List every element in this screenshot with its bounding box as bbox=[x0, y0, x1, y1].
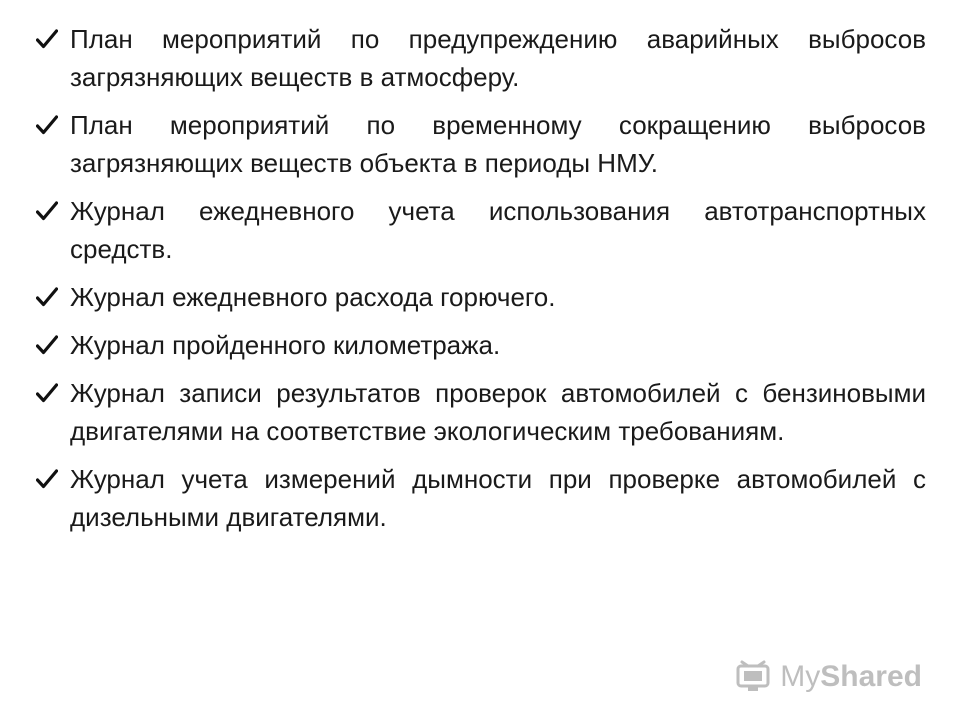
list-item-text: Журнал ежедневного учета использования автотранспортных средств. bbox=[70, 196, 926, 264]
list-item-text: Журнал пройденного километража. bbox=[70, 330, 501, 360]
check-icon bbox=[36, 374, 70, 412]
check-icon bbox=[36, 106, 70, 144]
list-item-text: Журнал записи результатов проверок автомобилей с бензиновыми двигателями на соответствие экологическим требованиям. bbox=[70, 378, 926, 446]
check-icon bbox=[36, 278, 70, 316]
watermark-text bbox=[780, 660, 922, 694]
check-icon bbox=[36, 326, 70, 364]
mysharred-watermark[interactable] bbox=[734, 660, 922, 694]
list-item bbox=[36, 20, 926, 96]
list-item bbox=[36, 192, 926, 268]
check-icon bbox=[36, 192, 70, 230]
check-icon bbox=[36, 20, 70, 58]
list-item-text: Журнал учета измерений дымности при проверке автомобилей с дизельными двигателями. bbox=[70, 464, 926, 532]
list-item-text: Журнал ежедневного расхода горючего. bbox=[70, 282, 556, 312]
check-icon bbox=[36, 460, 70, 498]
list-item bbox=[36, 278, 926, 316]
list-item-text: План мероприятий по предупреждению аварийных выбросов загрязняющих веществ в атмосферу. bbox=[70, 24, 926, 92]
list-item-text: План мероприятий по временному сокращению выбросов загрязняющих веществ объекта в периоды НМУ. bbox=[70, 110, 926, 178]
list-item bbox=[36, 106, 926, 182]
watermark-prefix: My bbox=[780, 660, 821, 693]
list-item bbox=[36, 326, 926, 364]
watermark-suffix: Shared bbox=[820, 660, 922, 693]
list-item bbox=[36, 460, 926, 536]
document-list bbox=[36, 20, 926, 546]
mysharred-logo-icon bbox=[734, 660, 774, 694]
list-item bbox=[36, 374, 926, 450]
